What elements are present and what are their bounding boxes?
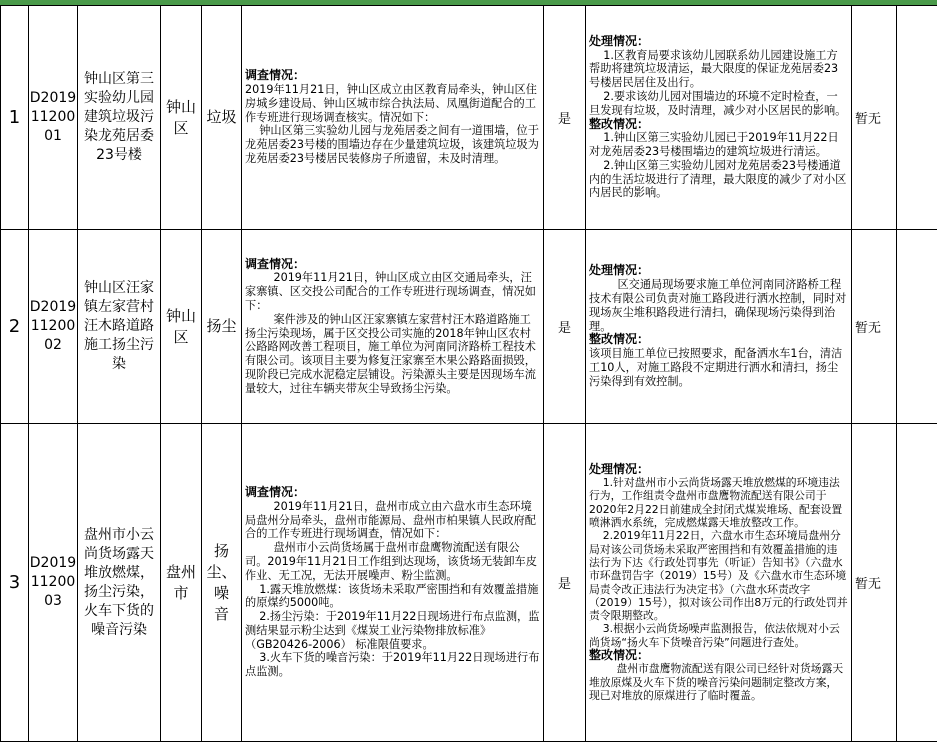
empty-cell (897, 424, 937, 742)
pollution-type: 扬尘、噪 音 (202, 424, 242, 742)
case-table (0, 5, 937, 742)
processing-title: 处理情况： (589, 33, 650, 48)
table-row (1, 230, 937, 424)
pollution-type: 垃圾 (202, 6, 242, 230)
verified-flag: 是 (544, 6, 586, 230)
investigation-cell (242, 424, 544, 742)
rectification-title: 整改情况： (589, 116, 650, 131)
processing-text: 1.针对盘州市小云尚货场露天堆放燃煤的环境违法行为，工作组责令盘州市盘鹰物流配送有限公司于2020年2月22日前建成全封闭式煤炭堆场、配套设置喷淋洒水系统，完成燃煤露天堆放整改工作。 2.2019年11月22日，六盘水市生态环境局盘州分局对该公司货场未采取严密围挡和有效覆盖措施的违法行为下达《行政处罚事先（听证）告知书》（六盘水市环盘罚告字（2019）15号）及《六盘水市生态环境局责令改正违法行为决定书》（六盘水环责改字（2019）15号），拟对该公司作出8万元的行政处罚并责令限期整改。 3.根据小云尚货场噪声监测报告，依法依规对小云尚货场“扬火车下货噪音污染”问题进行查处。 (589, 476, 848, 649)
case-code: D2019 11200 02 (29, 230, 78, 424)
investigation-text: 2019年11月21日，钟山区成立由区交通局牵头，汪家寨镇、区交投公司配合的工作专班进行现场调查，情况如下： 案件涉及的钟山区汪家寨镇左家营村汪木路道路施工扬尘污染现场，属于区交投公司实施的2018年钟山区农村公路路网改善工程项目，施工单位为河南同济路桥工程技术有限公司。该项目主要为修复汪家寨至木果公路路面损毁，现阶段已完成水泥稳定层铺设。污染源头主要是因现场车流量较大，过往车辆夹带灰尘导致扬尘污染。 (245, 271, 536, 395)
case-area: 钟山 区 (161, 230, 202, 424)
processing-text: 区交通局现场要求施工单位河南同济路桥工程技术有限公司负责对施工路段进行洒水控制，同时对现场灰尘堆积路段进行清扫，确保现场污染得到治理。 (589, 278, 847, 333)
case-code: D2019 11200 01 (29, 6, 78, 230)
case-name: 钟山区第三实验幼儿园建筑垃圾污染龙苑居委23号楼 (78, 6, 161, 230)
investigation-title: 调查情况： (245, 256, 306, 271)
investigation-title: 调查情况： (245, 484, 306, 499)
empty-cell (897, 230, 937, 424)
processing-cell (586, 230, 852, 424)
rectification-title: 整改情况： (589, 332, 650, 347)
rectification-title: 整改情况： (589, 647, 650, 662)
table-row (1, 6, 937, 230)
accountability-status: 暂无 (852, 6, 897, 230)
rectification-text: 盘州市盘鹰物流配送有限公司已经针对货场露天堆放原煤及火车下货的噪音污染问题制定整改方案，现已对堆放的原煤进行了临时覆盖。 (589, 662, 844, 702)
investigation-title: 调查情况： (245, 68, 306, 83)
processing-title: 处理情况： (589, 263, 650, 278)
rectification-text: 该项目施工单位已按照要求，配备洒水车1台，清洁工10人，对施工路段不定期进行洒水和清扫，扬尘污染得到有效控制。 (589, 347, 843, 388)
investigation-text: 2019年11月21日，盘州市成立由六盘水市生态环境局盘州分局牵头，盘州市能源局、盘州市柏果镇人民政府配合的工作专班进行现场调查，情况如下： 盘州市小云尚货场属于盘州市盘鹰物流配送有限公司。2019年11月21日工作组到达现场，该货场无装卸车皮作业、无工况，无法开展噪声、粉尘监测。 1.露天堆放燃煤：该货场未采取严密围挡和有效覆盖措施的原煤约5000吨。 2.扬尘污染：于2019年11月22日现场进行布点监测，监测结果显示粉尘达到《煤炭工业污染物排放标准》（GB20426-2006） 标准限值要求。 3.火车下货的噪音污染：于2019年11月22日现场进行布点监测。 (245, 499, 540, 679)
rectification-text: 1.钟山区第三实验幼儿园已于2019年11月22日对龙苑居委23号楼围墙边的建筑垃圾进行清运。 2.钟山区第三实验幼儿园对龙苑居委23号楼通道内的生活垃圾进行了清理，最大限度的减少了对小区内居民的影响。 (589, 131, 847, 200)
case-name: 钟山区汪家镇左家营村汪木路道路施工扬尘污染 (78, 230, 161, 424)
processing-text: 1.区教育局要求该幼儿园联系幼儿园建设施工方帮助将建筑垃圾清运，最大限度的保证龙苑居委23号楼居民居住及出行。 2.要求该幼儿园对围墙边的环境不定时检查，一旦发现有垃圾，及时清理，减少对小区居民的影响。 (589, 48, 847, 117)
case-area: 钟山 区 (161, 6, 202, 230)
table-row (1, 424, 937, 742)
row-index: 3 (1, 424, 29, 742)
investigation-cell (242, 230, 544, 424)
accountability-status: 暂无 (852, 424, 897, 742)
pollution-type: 扬尘 (202, 230, 242, 424)
row-index: 2 (1, 230, 29, 424)
investigation-text: 2019年11月21日，钟山区成立由区教育局牵头，钟山区住房城乡建设局、钟山区城市综合执法局、凤凰街道配合的工作专班进行现场调查核实。情况如下： 钟山区第三实验幼儿园与龙苑居委之间有一道围墙，位于龙苑居委23号楼的围墙边存在少量建筑垃圾，该建筑垃圾为龙苑居委23号楼居民装修房子所遗留，未及时清理。 (245, 83, 539, 165)
case-name: 盘州市小云尚货场露天堆放燃煤，扬尘污染，火车下货的噪音污染 (78, 424, 161, 742)
case-code: D2019 11200 03 (29, 424, 78, 742)
processing-cell (586, 424, 852, 742)
investigation-cell (242, 6, 544, 230)
accountability-status: 暂无 (852, 230, 897, 424)
case-area: 盘州 市 (161, 424, 202, 742)
processing-title: 处理情况： (589, 461, 650, 476)
processing-cell (586, 6, 852, 230)
empty-cell (897, 6, 937, 230)
verified-flag: 是 (544, 424, 586, 742)
row-index: 1 (1, 6, 29, 230)
verified-flag: 是 (544, 230, 586, 424)
